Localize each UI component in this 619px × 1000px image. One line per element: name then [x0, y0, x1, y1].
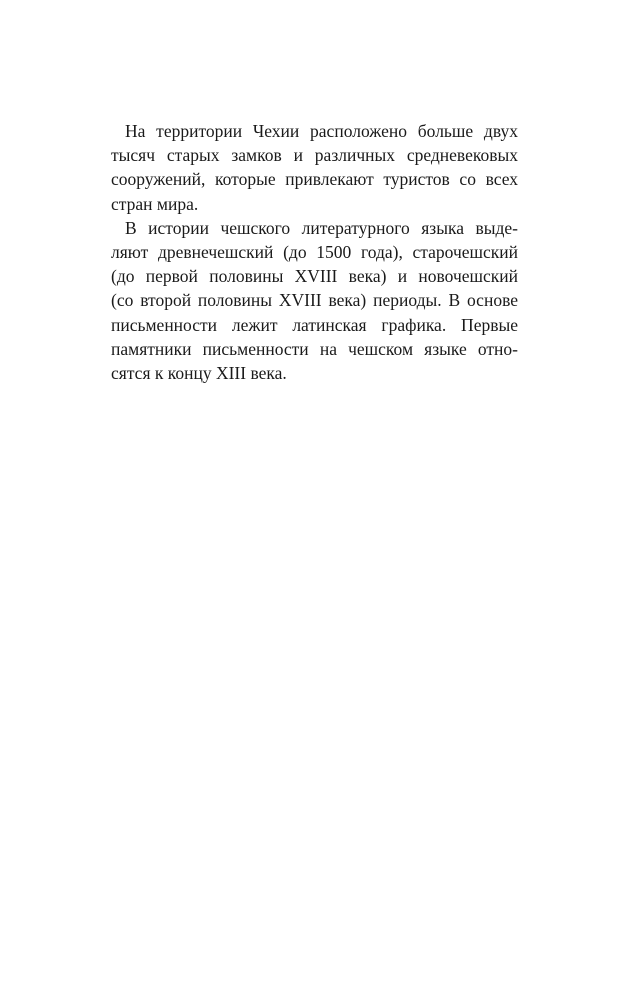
text-line: (до первой половины XVIII века) и новочешский — [111, 266, 518, 287]
text-line: На территории Чехии расположено больше двух — [125, 121, 518, 141]
text-line: тысяч старых замков и различных средневековых — [111, 145, 518, 166]
text-line: сооружений, которые привлекают туристов со всех — [111, 169, 518, 190]
body-text — [111, 119, 518, 385]
paragraph-castles — [111, 119, 518, 216]
text-line: В истории чешского литературного языка выде- — [125, 217, 518, 238]
text-line: памятники письменности на чешском языке отно- — [111, 338, 518, 359]
text-line: письменности лежит латинская графика. Первые — [111, 314, 518, 335]
text-line: стран мира. — [111, 193, 199, 214]
text-line: сятся к концу XIII века. — [111, 363, 287, 384]
text-line: ляют древнечешский (до 1500 года), старочешский — [111, 242, 518, 263]
paragraph-language-history — [111, 216, 518, 385]
text-line: (со второй половины XVIII века) периоды. В основе — [111, 290, 518, 311]
